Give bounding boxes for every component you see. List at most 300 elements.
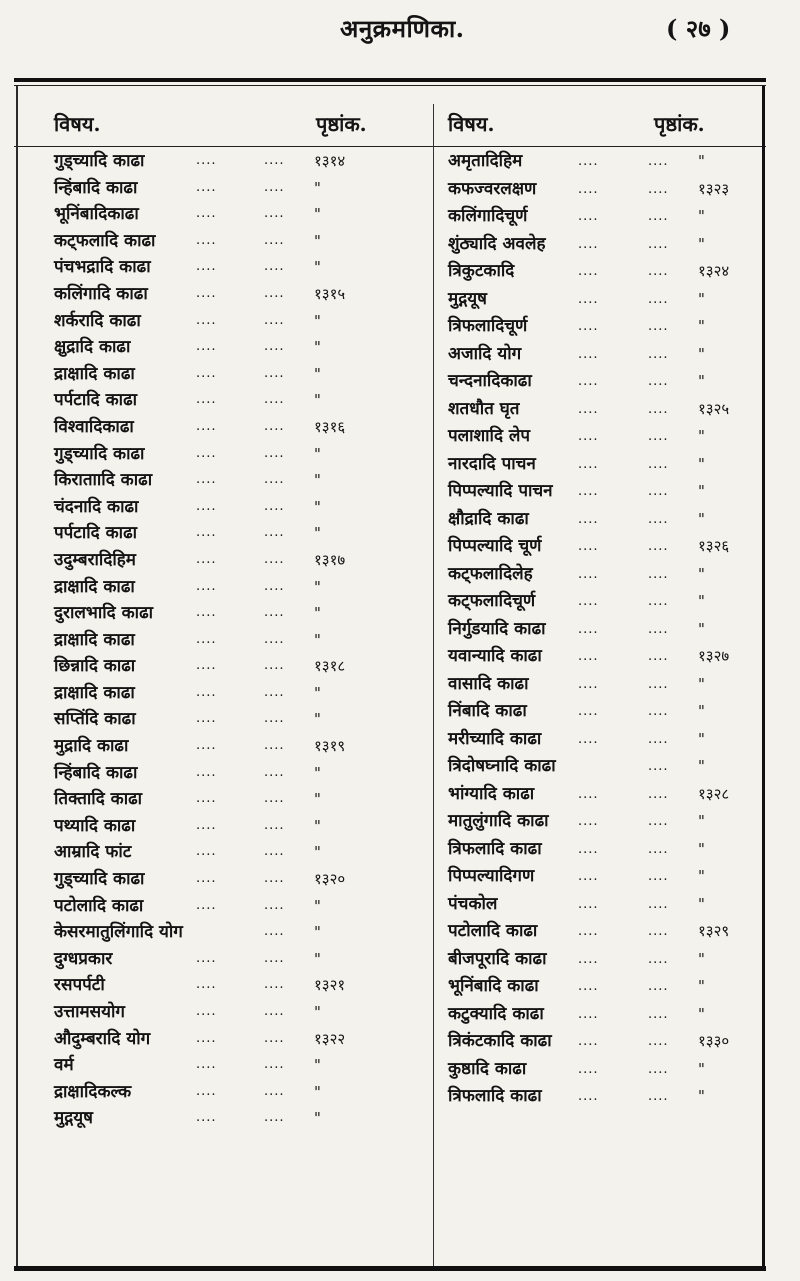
entry-subject: उदुम्बरादिहिम — [54, 549, 136, 570]
subject-heading: विषय. — [448, 112, 495, 136]
index-entry — [448, 148, 748, 176]
entry-page-number: " — [314, 258, 321, 277]
index-entry — [448, 781, 748, 809]
index-entry — [54, 866, 414, 893]
entry-page-number: " — [698, 619, 705, 638]
leader-dots: .... — [578, 951, 599, 967]
index-entry — [54, 946, 414, 973]
entry-page-number: " — [314, 524, 321, 543]
leader-dots: .... — [648, 1034, 669, 1049]
page-heading: पृष्ठांक. — [316, 112, 367, 136]
entry-page-number: १३२८ — [698, 784, 730, 803]
leader-dots: .... — [578, 1034, 599, 1049]
entry-page-number: " — [698, 482, 705, 500]
entry-page-number: " — [698, 729, 705, 748]
index-entry — [448, 973, 748, 1001]
leader-dots: .... — [264, 285, 285, 301]
index-entry — [448, 231, 748, 259]
entry-page-number: " — [698, 812, 705, 830]
leader-dots: .... — [196, 1083, 217, 1099]
entry-subject: गुड्च्यादि काढा — [54, 443, 145, 464]
leader-dots: .... — [578, 1089, 599, 1104]
header-rule-thin — [14, 85, 766, 86]
leader-dots: .... — [648, 456, 669, 472]
leader-dots: .... — [578, 786, 599, 802]
index-entry — [54, 467, 414, 494]
leader-dots: .... — [648, 539, 669, 554]
page-title: अनुक्रमणिका. — [340, 14, 465, 43]
index-entry — [448, 753, 748, 781]
leader-dots: .... — [196, 578, 217, 594]
leader-dots: .... — [264, 791, 285, 807]
leader-dots: .... — [578, 979, 599, 994]
entry-subject: पिप्पल्यादि पाचन — [448, 481, 553, 501]
entry-page-number: " — [698, 839, 705, 858]
leader-dots: .... — [196, 472, 217, 488]
leader-dots: .... — [578, 676, 599, 692]
leader-dots: .... — [578, 924, 599, 939]
leader-dots: .... — [648, 264, 669, 279]
index-entry — [448, 203, 748, 231]
entry-subject: पथ्यादि काढा — [54, 815, 136, 836]
entry-page-number: " — [698, 1059, 705, 1078]
entry-page-number: " — [314, 1082, 321, 1101]
leader-dots: .... — [648, 291, 669, 307]
entry-subject: किराताादि काढा — [54, 470, 153, 491]
entry-page-number: " — [698, 207, 705, 225]
entry-page-number: " — [314, 444, 321, 463]
leader-dots: .... — [648, 704, 669, 719]
entry-subject: उत्तामसयोग — [54, 1002, 125, 1022]
leader-dots: .... — [648, 676, 669, 692]
entry-subject: त्रिफलादि काढा — [448, 838, 542, 859]
index-entry — [448, 616, 748, 644]
entry-page-number: " — [698, 1004, 705, 1023]
leader-dots: .... — [196, 1057, 217, 1073]
frame-right-border — [762, 86, 765, 1270]
index-entry — [448, 643, 748, 671]
leader-dots: .... — [196, 445, 217, 461]
index-entry — [448, 451, 748, 479]
leader-dots: .... — [264, 498, 285, 514]
index-entry — [54, 733, 414, 760]
leader-dots: .... — [648, 1061, 669, 1077]
leader-dots: .... — [578, 319, 599, 334]
entry-subject: गुड्च्यादि काढा — [54, 151, 145, 171]
leader-dots: .... — [578, 456, 599, 472]
leader-dots: .... — [196, 525, 217, 541]
index-entry — [54, 1105, 414, 1132]
leader-dots: .... — [648, 484, 669, 499]
index-entry — [54, 520, 414, 547]
entry-subject: शर्करादि काढा — [54, 310, 141, 331]
leader-dots: .... — [648, 649, 669, 664]
entry-subject: अजादि योग — [448, 343, 522, 364]
entry-page-number: १३२० — [314, 870, 346, 889]
leader-dots: .... — [578, 1061, 599, 1077]
leader-dots: .... — [196, 153, 217, 168]
entry-subject: वासादि काढा — [448, 673, 529, 694]
entry-subject: चन्दनादिकाढा — [448, 371, 532, 391]
entry-page-number: " — [314, 205, 321, 224]
leader-dots: .... — [648, 209, 669, 224]
entry-page-number: " — [698, 1087, 705, 1105]
entry-page-number: " — [698, 564, 705, 583]
entry-page-number: " — [698, 977, 705, 995]
leader-dots: .... — [196, 897, 217, 913]
leader-dots: .... — [196, 977, 217, 993]
entry-subject: भूनिंबादिकाढा — [54, 204, 139, 225]
entry-page-number: " — [698, 949, 705, 968]
leader-dots: .... — [648, 154, 669, 169]
index-entry — [54, 547, 414, 574]
leader-dots: .... — [648, 566, 669, 582]
entry-page-number: १३२१ — [314, 976, 346, 995]
entry-page-number: " — [314, 1056, 321, 1075]
entry-subject: पंचकोल — [448, 893, 498, 914]
entry-subject: पटोलादि काढा — [54, 895, 144, 916]
entry-page-number: १३१४ — [314, 152, 346, 170]
leader-dots: .... — [648, 786, 669, 802]
leader-dots: .... — [196, 259, 217, 275]
leader-dots: .... — [578, 896, 599, 912]
column-heading — [54, 104, 414, 148]
index-entry — [54, 653, 414, 680]
leader-dots: .... — [264, 418, 285, 434]
entry-page-number: " — [698, 509, 705, 528]
leader-dots: .... — [264, 153, 285, 168]
leader-dots: .... — [196, 764, 217, 780]
leader-dots: .... — [578, 401, 599, 417]
leader-dots: .... — [578, 154, 599, 169]
leader-dots: .... — [264, 392, 285, 408]
entry-page-number: १३३० — [698, 1032, 730, 1050]
leader-dots: .... — [264, 977, 285, 993]
index-entry — [448, 891, 748, 919]
column-divider — [433, 104, 434, 1266]
index-entry — [448, 1001, 748, 1029]
leader-dots: .... — [196, 365, 217, 381]
entry-subject: मरीच्यादि काढा — [448, 728, 542, 749]
index-entry — [448, 286, 748, 314]
leader-dots: .... — [578, 264, 599, 279]
leader-dots: .... — [648, 181, 669, 197]
index-entry — [54, 919, 414, 946]
entry-subject: बीजपूरादि काढा — [448, 948, 547, 969]
entry-page-number: " — [698, 344, 705, 363]
entry-subject: कलिंगादि काढा — [54, 283, 148, 304]
entry-page-number: " — [314, 577, 321, 596]
entry-subject: मुद्गयूष — [54, 1108, 93, 1129]
entry-subject: पर्पटादि काढा — [54, 523, 138, 544]
leader-dots: .... — [264, 312, 285, 328]
entry-page-number: १३१८ — [314, 657, 346, 676]
entry-page-number: " — [314, 710, 321, 729]
index-entry — [448, 478, 748, 506]
entry-page-number: " — [314, 923, 321, 942]
leader-dots: .... — [196, 871, 217, 887]
entry-subject: यवान्यादि काढा — [448, 646, 542, 666]
leader-dots: .... — [196, 844, 217, 860]
leader-dots: .... — [578, 484, 599, 499]
entry-page-number: " — [314, 949, 321, 968]
index-entry — [448, 423, 748, 451]
index-entry — [448, 836, 748, 864]
entry-subject: चंदनादि काढा — [54, 496, 139, 517]
entry-page-number: " — [314, 843, 321, 862]
index-entry — [448, 918, 748, 946]
leader-dots: .... — [196, 418, 217, 434]
leader-dots: .... — [264, 339, 285, 355]
entry-subject: निर्गुडयादि काढा — [448, 618, 546, 639]
entry-page-number: " — [314, 311, 321, 330]
leader-dots: .... — [196, 738, 217, 754]
leader-dots: .... — [196, 312, 217, 328]
entry-subject: सप्तिंदि काढा — [54, 709, 136, 730]
leader-dots: .... — [648, 869, 669, 884]
entry-subject: केसरमातुलिंगादि योग — [54, 922, 183, 943]
entry-page-number: " — [698, 372, 705, 390]
leader-dots: .... — [648, 814, 669, 829]
entry-page-number: १३२९ — [698, 922, 730, 940]
leader-dots: .... — [264, 259, 285, 275]
leader-dots: .... — [264, 924, 285, 940]
frame-left-border — [16, 86, 18, 1270]
index-entry — [54, 201, 414, 228]
index-entry — [448, 946, 748, 974]
entry-subject: न्हिंबादि काढा — [54, 762, 138, 783]
index-entry — [448, 533, 748, 561]
entry-subject: शुंठ्यादि अवलेह — [448, 233, 546, 254]
leader-dots: .... — [196, 605, 217, 621]
index-column-left — [54, 104, 414, 1132]
index-entry — [448, 396, 748, 424]
entry-page-number: १३१६ — [314, 417, 346, 436]
index-entry — [448, 368, 748, 396]
index-entry — [448, 313, 748, 341]
entry-page-number: " — [314, 391, 321, 410]
entry-page-number: " — [314, 630, 321, 649]
entry-subject: कफज्वरलक्षण — [448, 178, 537, 199]
leader-dots: .... — [578, 346, 599, 362]
entry-page-number: १३२५ — [698, 399, 730, 418]
leader-dots: .... — [196, 179, 217, 195]
leader-dots: .... — [648, 401, 669, 417]
entry-page-number: " — [314, 896, 321, 915]
entry-page-number: १३२६ — [698, 537, 730, 555]
entry-subject: पर्पटादि काढा — [54, 390, 138, 411]
leader-dots: .... — [264, 631, 285, 647]
entry-page-number: " — [698, 427, 705, 445]
leader-dots: .... — [264, 179, 285, 195]
leader-dots: .... — [578, 1006, 599, 1022]
index-entry — [54, 254, 414, 281]
entry-page-number: " — [314, 604, 321, 623]
entry-subject: नारदादि पाचन — [448, 453, 536, 474]
leader-dots: .... — [578, 539, 599, 554]
page-header — [0, 4, 800, 44]
index-entry — [54, 175, 414, 202]
index-entry — [54, 148, 414, 175]
entry-page-number: " — [698, 289, 705, 308]
index-entry — [448, 1028, 748, 1056]
leader-dots: .... — [578, 236, 599, 252]
leader-dots: .... — [264, 684, 285, 700]
entry-subject: पिप्पल्यादि चूर्ण — [448, 536, 542, 556]
leader-dots: .... — [648, 1006, 669, 1022]
index-entry — [448, 808, 748, 836]
entry-subject: तिक्तादि काढा — [54, 789, 143, 810]
entry-subject: आम्रादि फांट — [54, 842, 132, 863]
index-entry — [448, 863, 748, 891]
entry-subject: कुष्ठादि काढा — [448, 1058, 527, 1079]
entry-subject: त्रिकंटकादि काढा — [448, 1031, 552, 1051]
entry-page-number: " — [698, 702, 705, 720]
leader-dots: .... — [648, 759, 669, 774]
leader-dots: .... — [264, 844, 285, 860]
leader-dots: .... — [578, 181, 599, 197]
leader-dots: .... — [196, 392, 217, 408]
entry-page-number: " — [314, 790, 321, 809]
leader-dots: .... — [264, 232, 285, 248]
index-entry — [54, 972, 414, 999]
leader-dots: .... — [264, 1110, 285, 1126]
entry-page-number: " — [314, 497, 321, 516]
header-rule-thick — [14, 78, 766, 82]
entry-page-number: " — [314, 231, 321, 250]
entry-page-number: १३१९ — [314, 737, 346, 756]
entry-page-number: " — [698, 152, 705, 170]
leader-dots: .... — [264, 711, 285, 727]
entry-subject: द्राक्षादि काढा — [54, 576, 135, 597]
index-entry — [448, 671, 748, 699]
entry-subject: मातुलुंगादि काढा — [448, 811, 549, 831]
leader-dots: .... — [648, 841, 669, 857]
page-heading: पृष्ठांक. — [654, 112, 705, 136]
leader-dots: .... — [264, 1083, 285, 1099]
entry-subject: न्हिंबादि काढा — [54, 177, 138, 198]
entry-subject: गुड्च्यादि काढा — [54, 869, 145, 890]
index-entry — [54, 1052, 414, 1079]
entry-subject: निंबादि काढा — [448, 701, 527, 721]
index-entry — [54, 414, 414, 441]
index-entry — [54, 760, 414, 787]
leader-dots: .... — [264, 764, 285, 780]
leader-dots: .... — [648, 236, 669, 252]
leader-dots: .... — [578, 291, 599, 307]
index-entry — [448, 588, 748, 616]
entry-subject: वर्म — [54, 1055, 74, 1076]
leader-dots: .... — [578, 869, 599, 884]
leader-dots: .... — [196, 711, 217, 727]
index-entry — [54, 627, 414, 654]
leader-dots: .... — [648, 511, 669, 527]
index-entry — [54, 281, 414, 308]
index-entry — [54, 334, 414, 361]
leader-dots: .... — [264, 738, 285, 754]
leader-dots: .... — [264, 578, 285, 594]
leader-dots: .... — [648, 1089, 669, 1104]
leader-dots: .... — [196, 950, 217, 966]
index-entry — [54, 893, 414, 920]
leader-dots: .... — [196, 206, 217, 222]
index-entry — [54, 1026, 414, 1053]
entry-subject: रसपर्पटी — [54, 975, 105, 996]
index-entry — [54, 228, 414, 255]
index-entry — [54, 600, 414, 627]
leader-dots: .... — [648, 594, 669, 609]
leader-dots: .... — [648, 896, 669, 912]
entry-subject: द्राक्षादिकल्क — [54, 1081, 132, 1102]
index-entry — [54, 680, 414, 707]
leader-dots: .... — [578, 704, 599, 719]
leader-dots: .... — [578, 374, 599, 389]
entry-page-number: १३२४ — [698, 262, 730, 280]
leader-dots: .... — [578, 511, 599, 527]
entry-subject: द्राक्षादि काढा — [54, 682, 135, 703]
entry-subject: अमृतादिहिम — [448, 151, 523, 171]
entry-page-number: " — [698, 592, 705, 610]
leader-dots: .... — [264, 1057, 285, 1073]
entry-page-number: १३२३ — [698, 179, 730, 198]
leader-dots: .... — [578, 841, 599, 857]
entry-page-number: १३२७ — [698, 647, 730, 665]
subject-heading: विषय. — [54, 112, 101, 136]
index-entry — [54, 839, 414, 866]
entry-page-number: " — [314, 178, 321, 197]
entry-page-number: " — [314, 1003, 321, 1021]
entry-page-number: " — [698, 867, 705, 885]
entry-subject: औदुम्बरादि योग — [54, 1028, 151, 1049]
entry-subject: क्षौद्रादि काढा — [448, 508, 529, 529]
leader-dots: .... — [264, 525, 285, 541]
entry-subject: शतधौत घृत — [448, 398, 520, 419]
leader-dots: .... — [264, 897, 285, 913]
leader-dots: .... — [196, 1004, 217, 1019]
entry-subject: त्रिदोषघ्नादि काढा — [448, 756, 556, 776]
index-entry — [448, 726, 748, 754]
leader-dots: .... — [196, 658, 217, 674]
leader-dots: .... — [264, 1030, 285, 1046]
leader-dots: .... — [648, 319, 669, 334]
leader-dots: .... — [648, 374, 669, 389]
leader-dots: .... — [196, 498, 217, 514]
entry-page-number: " — [314, 816, 321, 835]
entry-page-number: १३२२ — [314, 1029, 346, 1048]
entry-subject: भांग्यादि काढा — [448, 783, 535, 804]
leader-dots: .... — [264, 871, 285, 887]
entry-subject: कट्फलादिलेह — [448, 563, 533, 584]
entry-page-number: १३१७ — [314, 550, 346, 569]
entry-subject: त्रिफलादिचूर्ण — [448, 316, 528, 336]
entry-page-number: १३१५ — [314, 284, 346, 303]
leader-dots: .... — [264, 1004, 285, 1019]
entry-subject: कटुक्यादि काढा — [448, 1003, 544, 1024]
leader-dots: .... — [196, 551, 217, 567]
leader-dots: .... — [578, 814, 599, 829]
leader-dots: .... — [196, 1110, 217, 1126]
entry-page-number: " — [314, 763, 321, 782]
index-entry — [54, 574, 414, 601]
entry-page-number: " — [314, 338, 321, 357]
entry-subject: त्रिकुटकादि — [448, 261, 515, 281]
leader-dots: .... — [196, 339, 217, 355]
leader-dots: .... — [648, 621, 669, 637]
leader-dots: .... — [196, 1030, 217, 1046]
entry-page-number: " — [698, 234, 705, 253]
entry-subject: द्राक्षादि काढा — [54, 363, 135, 384]
entry-subject: कट्फलादिचूर्ण — [448, 591, 536, 611]
